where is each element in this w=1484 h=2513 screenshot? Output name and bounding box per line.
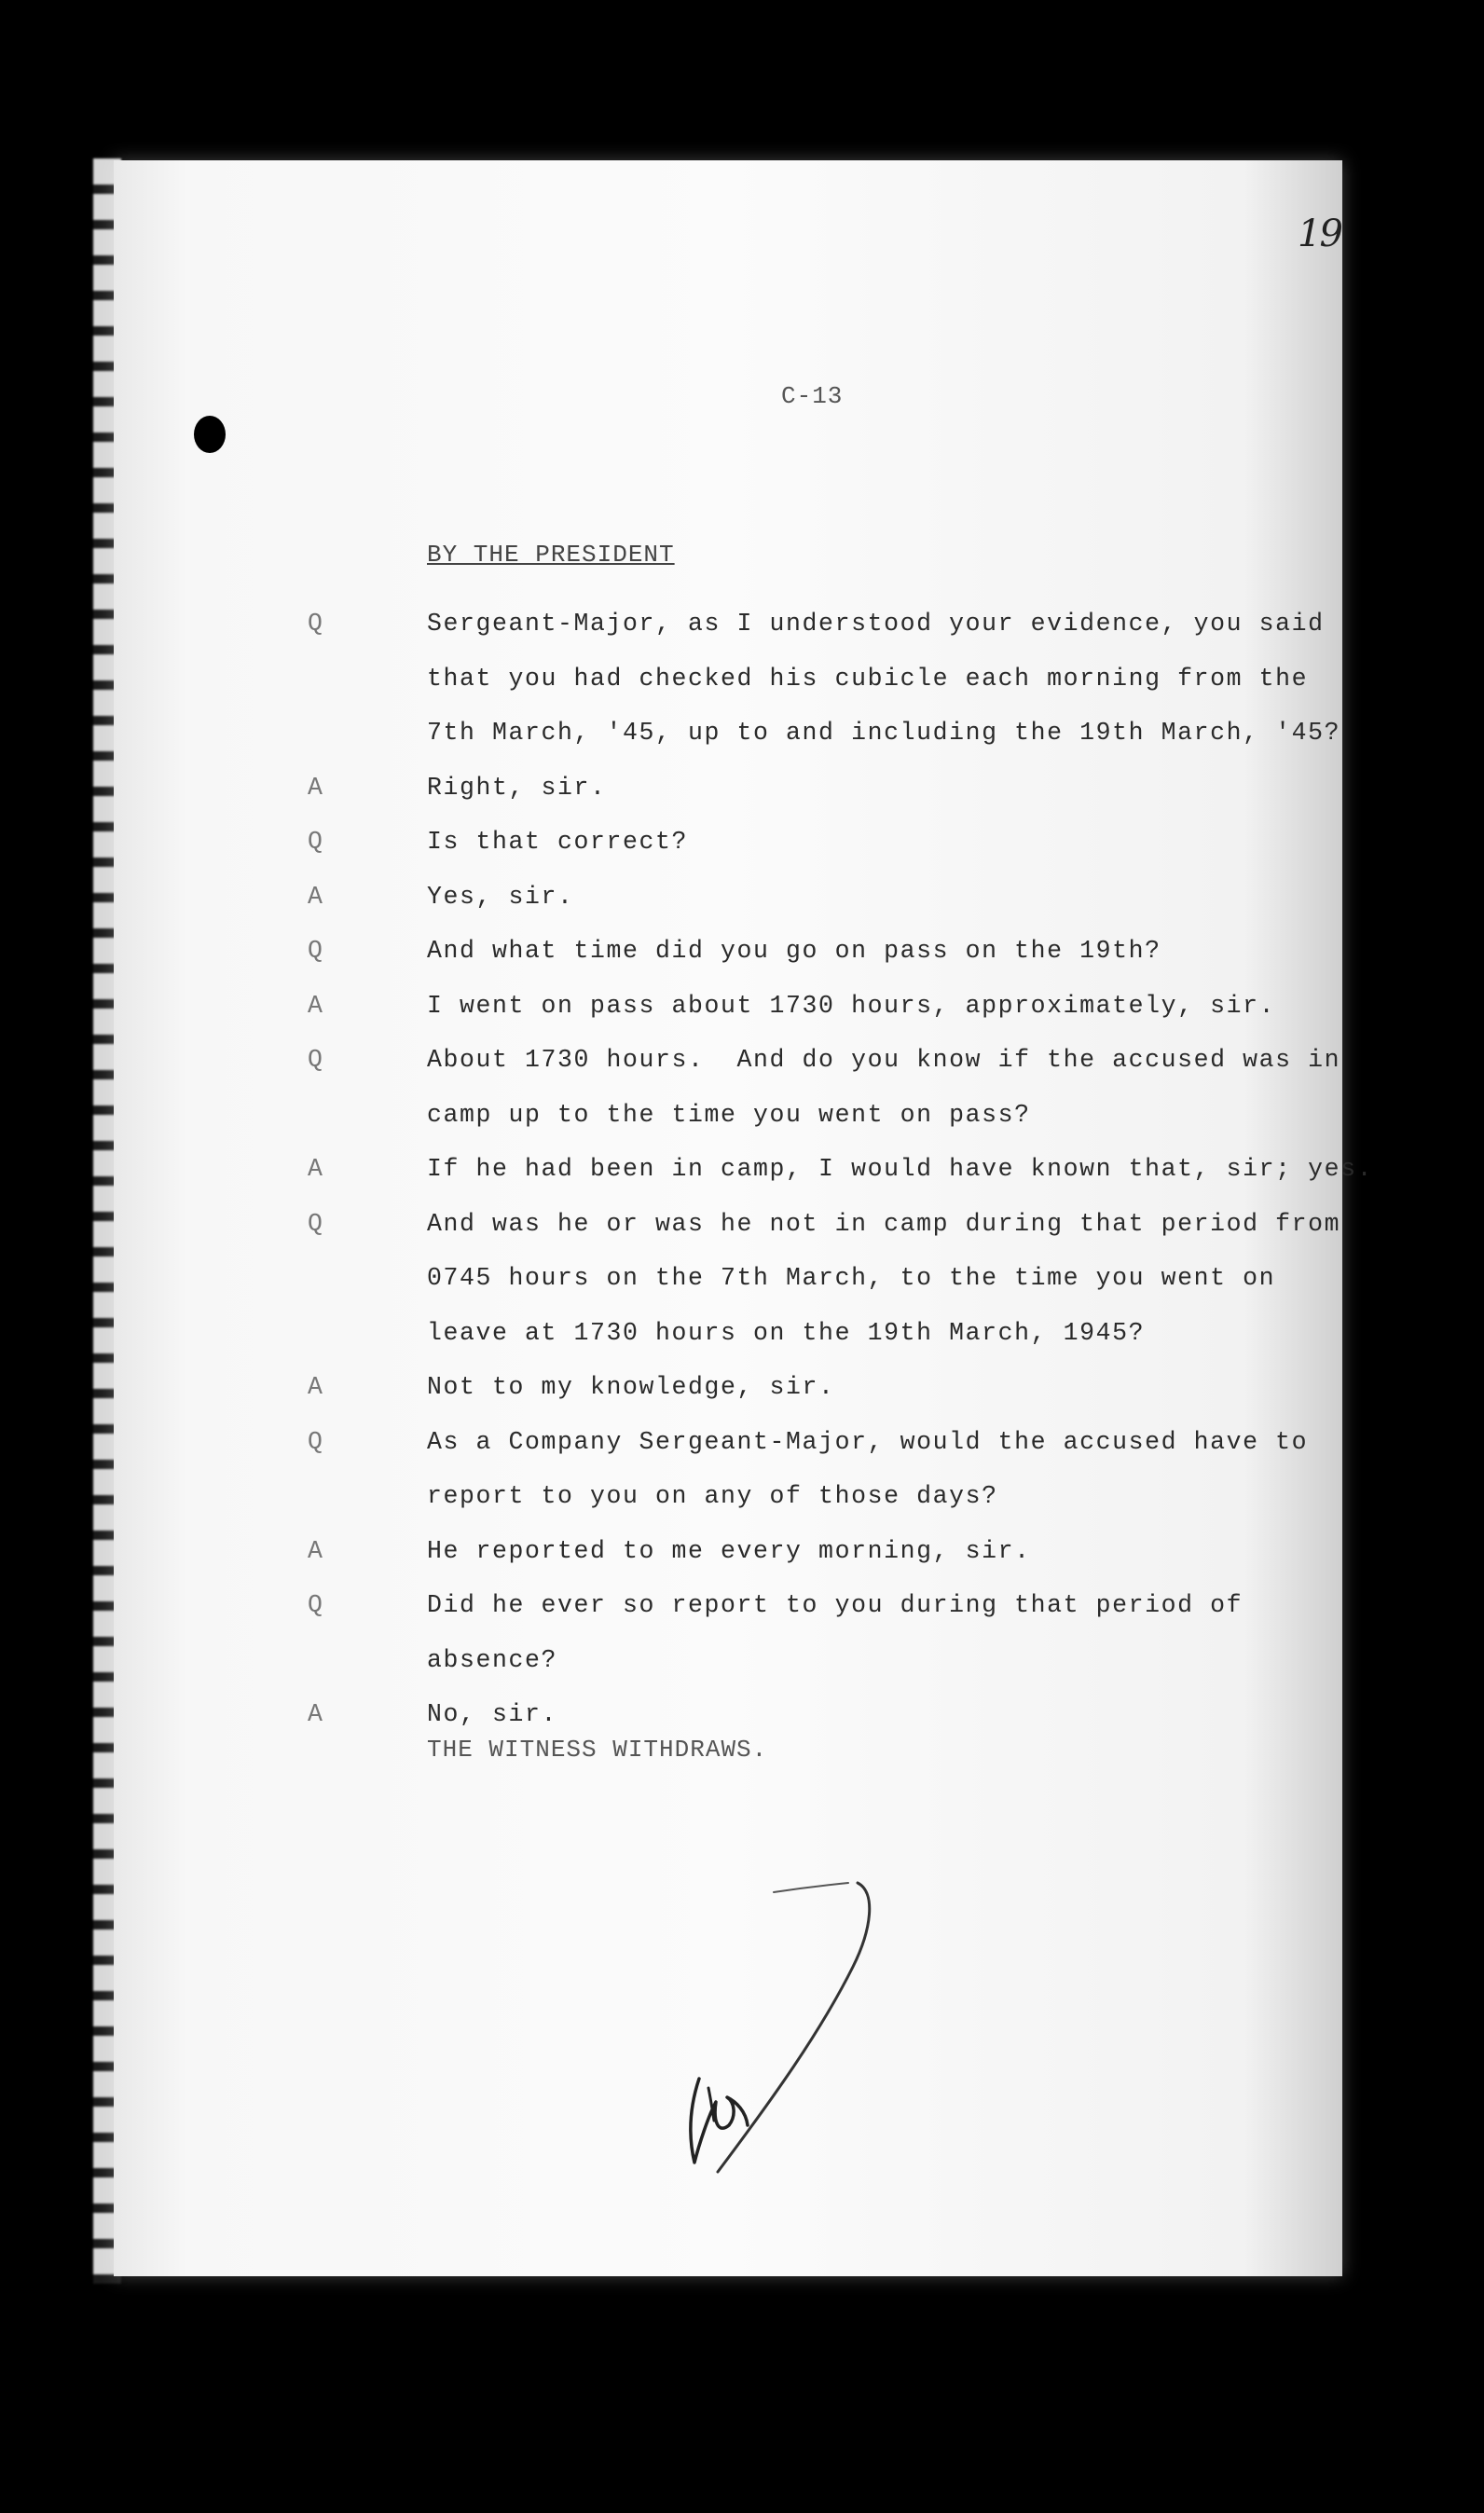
text-line: Not to my knowledge, sir.	[427, 1373, 835, 1401]
text-line: If he had been in camp, I would have known that, sir; yes.	[427, 1155, 1374, 1183]
text-line: As a Company Sergeant-Major, would the accused have to	[427, 1427, 1309, 1456]
answer-marker: A	[308, 1155, 324, 1183]
entry-text	[427, 1687, 1352, 1742]
entry-text	[427, 597, 1352, 761]
text-line: Sergeant-Major, as I understood your evidence, you said	[427, 610, 1325, 638]
text-line: And was he or was he not in camp during that period from	[427, 1209, 1341, 1238]
answer-marker: A	[308, 882, 324, 911]
testimony-transcript	[308, 597, 1374, 1742]
transcript-entry	[308, 1360, 1352, 1415]
entry-text	[427, 815, 1352, 870]
transcript-entry	[308, 1524, 1352, 1579]
entry-text	[427, 1033, 1352, 1142]
transcript-entry	[308, 979, 1352, 1034]
question-marker: Q	[308, 1209, 324, 1238]
transcript-entry	[308, 1578, 1352, 1687]
text-line: He reported to me every morning, sir.	[427, 1536, 1031, 1565]
text-line: Did he ever so report to you during that period of	[427, 1591, 1244, 1619]
transcript-entry	[308, 1142, 1374, 1197]
text-line: leave at 1730 hours on the 19th March, 1945?	[427, 1318, 1146, 1347]
entry-text	[427, 1524, 1352, 1579]
entry-text	[427, 924, 1352, 979]
text-line: report to you on any of those days?	[427, 1482, 998, 1510]
entry-text	[427, 1578, 1352, 1687]
answer-marker: A	[308, 1536, 324, 1565]
entry-text	[427, 1142, 1373, 1197]
question-marker: Q	[308, 1427, 324, 1456]
text-line: that you had checked his cubicle each morning from the	[427, 664, 1309, 693]
answer-marker: A	[308, 991, 324, 1020]
transcript-entry	[308, 1415, 1352, 1524]
entry-text	[427, 1360, 1352, 1415]
entry-text	[427, 1415, 1352, 1524]
text-line: About 1730 hours. And do you know if the accused was in	[427, 1046, 1341, 1074]
entry-text	[427, 761, 1352, 816]
question-marker: Q	[308, 828, 324, 856]
text-line: Is that correct?	[427, 828, 689, 856]
transcript-entry	[308, 924, 1352, 979]
handwritten-page-number: 19	[1298, 213, 1341, 255]
text-line: camp up to the time you went on pass?	[427, 1100, 1031, 1129]
text-line: Right, sir.	[427, 773, 607, 802]
transcript-entry	[308, 1033, 1352, 1142]
text-line: And what time did you go on pass on the 19th?	[427, 937, 1161, 965]
signature	[643, 1864, 904, 2200]
text-line: absence?	[427, 1645, 558, 1674]
question-marker: Q	[308, 1591, 324, 1619]
text-line: 0745 hours on the 7th March, to the time you went on	[427, 1264, 1276, 1292]
answer-marker: A	[308, 1700, 324, 1728]
entry-text	[427, 979, 1352, 1034]
transcript-entry	[308, 1687, 1352, 1742]
question-marker: Q	[308, 610, 324, 638]
transcript-entry	[308, 815, 1352, 870]
transcript-entry	[308, 1197, 1352, 1361]
punch-hole	[194, 416, 226, 453]
question-marker: Q	[308, 1046, 324, 1074]
document-id: C-13	[781, 382, 844, 410]
transcript-entry	[308, 597, 1352, 761]
transcript-entry	[308, 870, 1352, 925]
answer-marker: A	[308, 1373, 324, 1401]
entry-text	[427, 870, 1352, 925]
section-heading: BY THE PRESIDENT	[427, 541, 675, 569]
text-line: I went on pass about 1730 hours, approximately, sir.	[427, 991, 1276, 1020]
text-line: Yes, sir.	[427, 882, 574, 911]
entry-text	[427, 1197, 1352, 1361]
transcript-entry	[308, 761, 1352, 816]
answer-marker: A	[308, 773, 324, 802]
text-line: 7th March, '45, up to and including the 19th March, '45?	[427, 719, 1341, 747]
question-marker: Q	[308, 937, 324, 965]
closing-note: THE WITNESS WITHDRAWS.	[427, 1736, 768, 1764]
text-line: No, sir.	[427, 1700, 558, 1728]
